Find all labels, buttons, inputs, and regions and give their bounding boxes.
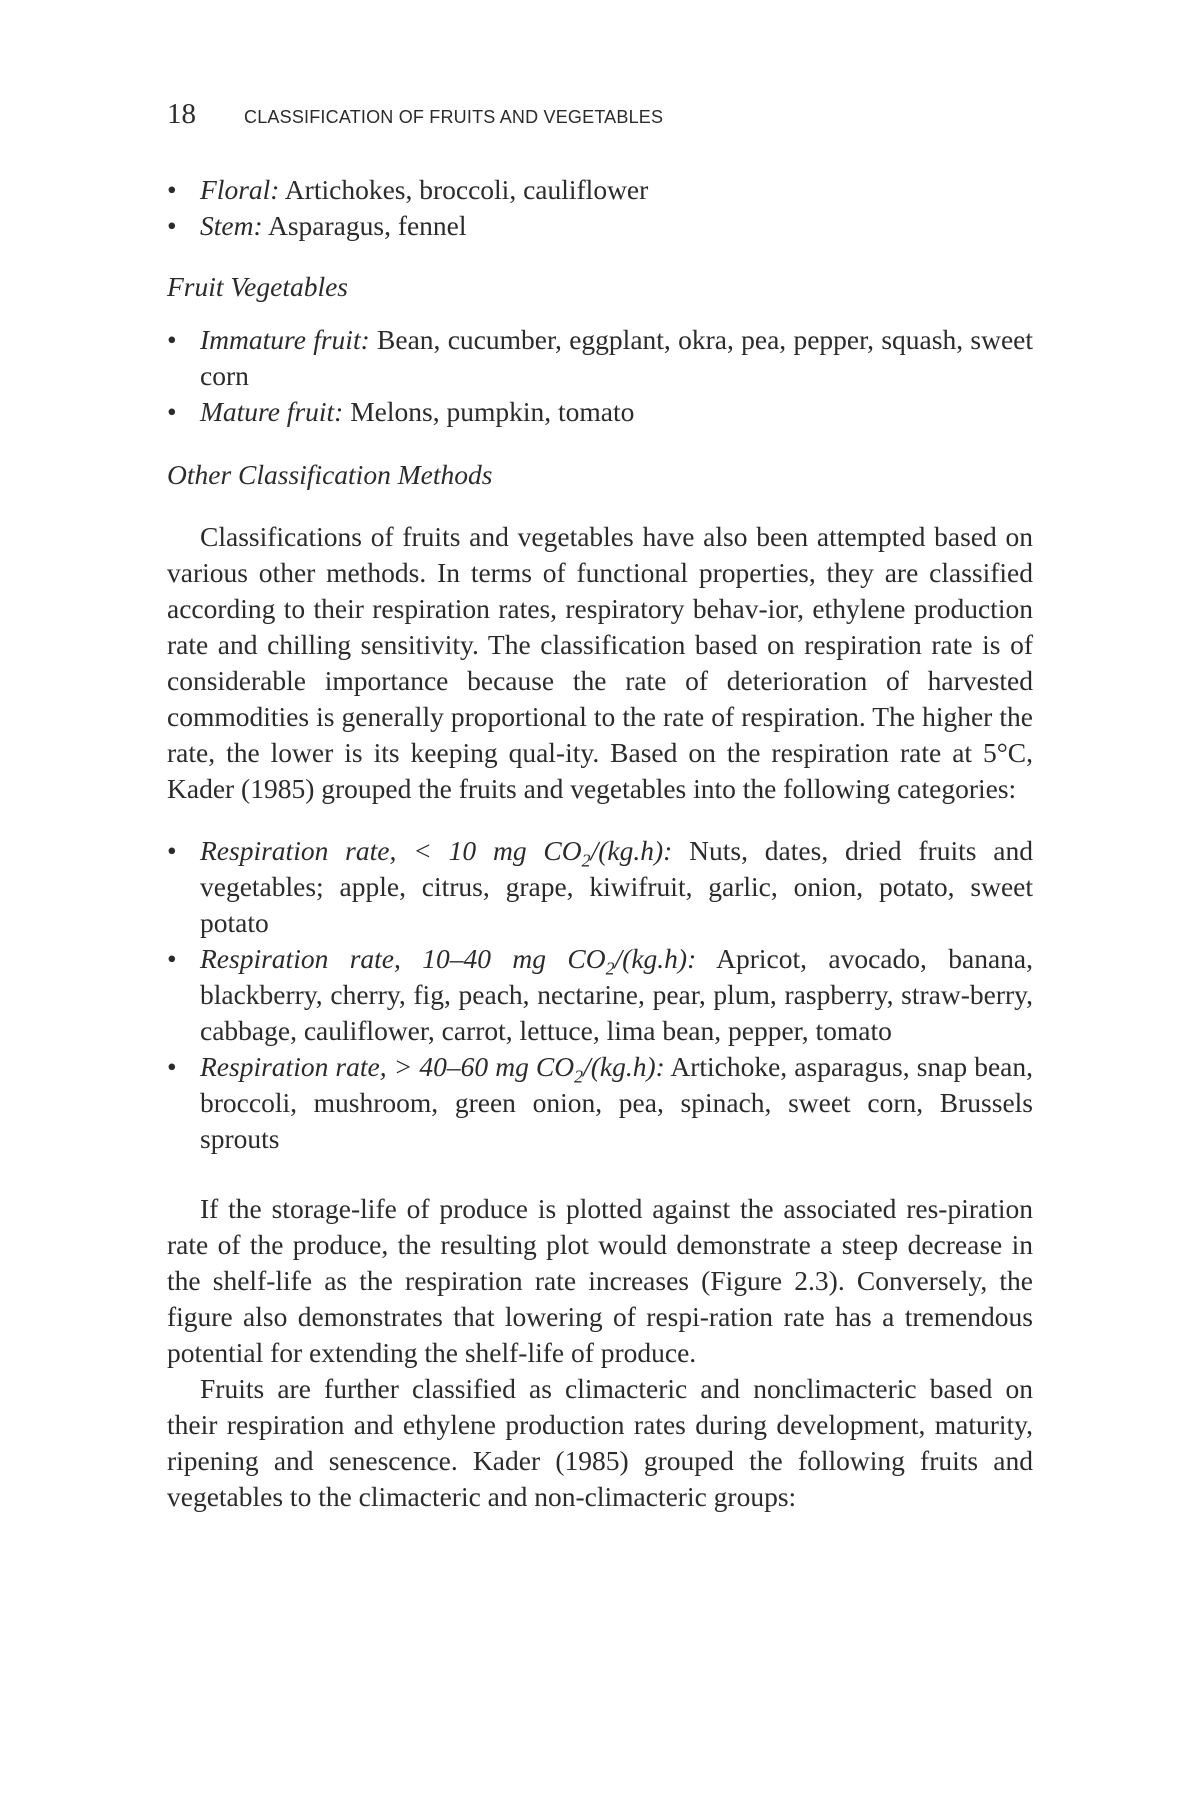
list-item [167,394,1033,430]
term-text: Respiration rate, 10–40 mg CO [200,943,606,974]
paragraph-storage-life: If the storage-life of produce is plotted against the associated res-piration rate of the produce, the resulting plot would demonstrate a steep decrease in the shelf-life as the respiration rate increases (Figure 2.3). Conversely, the figure also demonstrates that lowering of respi-ration rate has a tremendous potential for extending the shelf-life of produce. [167,1193,1033,1368]
term-text: Respiration rate, > 40–60 mg CO [200,1051,575,1082]
list-text: Melons, pumpkin, tomato [343,396,635,427]
list-term: Stem: [200,210,263,241]
list-text: Asparagus, fennel [262,210,467,241]
term-text: /(kg.h): [590,835,673,866]
list-item [167,833,1033,941]
running-head: CLASSIFICATION OF FRUITS AND VEGETABLES [244,107,664,127]
page-number: 18 [167,98,196,130]
list-term [200,1051,665,1087]
list-text: Artichokes, broccoli, cauliflower [279,174,649,205]
list-item [167,172,1033,208]
list-item [167,941,1033,1049]
section-heading-fruit-vegetables: Fruit Vegetables [167,271,349,302]
list-text: Bean, cucumber, eggplant, okra, pea, pepper, squash, sweet corn [200,324,1034,391]
list-item [167,208,1033,244]
list-term: Immature fruit: [200,324,370,355]
subscript: 2 [581,850,591,871]
list-item [167,322,1033,394]
subscript: 2 [574,1066,584,1087]
list-text: Artichoke, asparagus, snap bean, broccoli, mushroom, green onion, pea, spinach, sweet corn, Brussels sprouts [200,1051,1033,1154]
list-item [167,1049,1033,1157]
vegetable-type-list [167,172,1033,244]
subscript: 2 [605,958,615,979]
respiration-rate-list [167,833,1033,1157]
section-heading-other-methods: Other Classification Methods [167,459,493,490]
page-body [167,172,1033,1515]
page-header [167,98,663,138]
list-text: Nuts, dates, dried fruits and vegetables; apple, citrus, grape, kiwifruit, garlic, onion, potato, sweet potato [200,835,1034,938]
term-text: /(kg.h): [583,1051,665,1082]
list-term [200,943,697,979]
term-text: Respiration rate, < 10 mg CO [200,835,582,866]
fruit-vegetable-list [167,322,1033,430]
paragraph-classifications: Classifications of fruits and vegetables have also been attempted based on various other methods. In terms of functional properties, they are classified according to their respiration rates, respiratory behav-ior, ethylene production rate and chilling sensitivity. The classification based on respiration rate is of considerable importance because the rate of deterioration of harvested commodities is generally proportional to the rate of respiration. The higher the rate, the lower is its keeping qual-ity. Based on the respiration rate at 5°C, Kader (1985) grouped the fruits and vegetables into the following categories: [167,521,1033,804]
paragraph-climacteric: Fruits are further classified as climacteric and nonclimacteric based on their respiration and ethylene production rates during development, maturity, ripening and senescence. Kader (1985) grouped the following fruits and vegetables to the climacteric and non-climacteric groups: [167,1373,1033,1512]
list-term: Mature fruit: [200,396,344,427]
list-term: Floral: [200,174,280,205]
list-term [200,835,673,871]
list-text: Apricot, avocado, banana, blackberry, cherry, fig, peach, nectarine, pear, plum, raspberry, straw-berry, cabbage, cauliflower, carrot, lettuce, lima bean, pepper, tomato [200,943,1033,1046]
term-text: /(kg.h): [614,943,697,974]
